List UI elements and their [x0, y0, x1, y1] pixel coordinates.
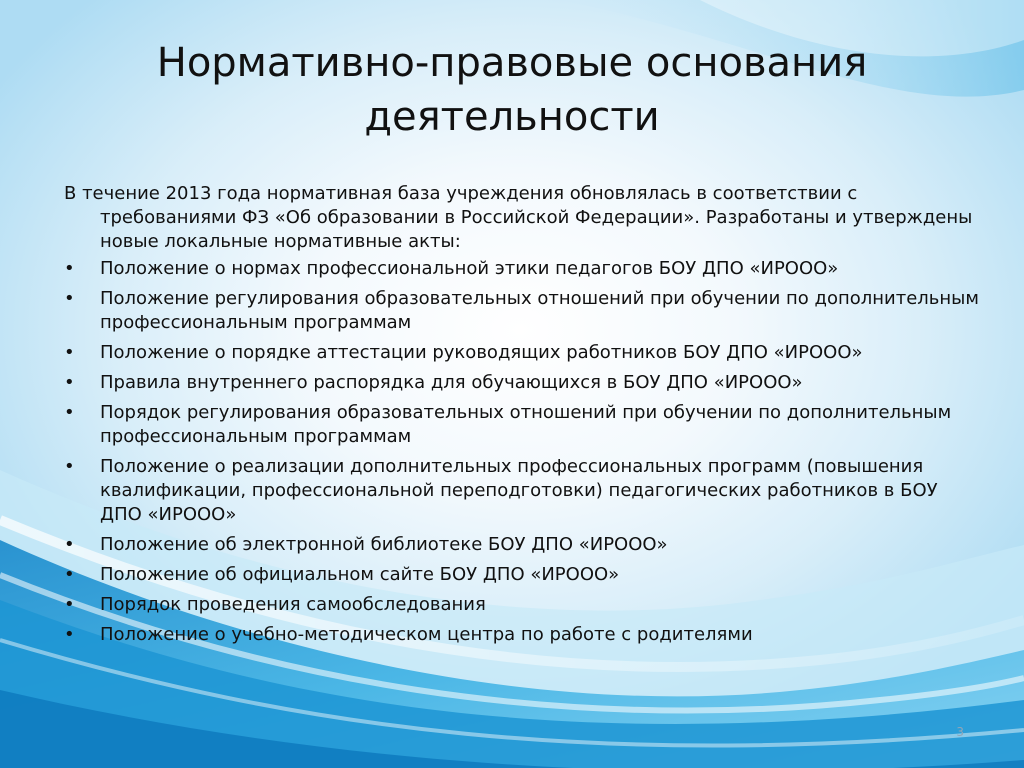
bullet-dot: •	[64, 564, 75, 585]
list-item	[64, 371, 984, 395]
bullet-dot: •	[64, 594, 75, 615]
list-item-text: Положение о нормах профессиональной этики педагогов БОУ ДПО «ИРООО»	[100, 258, 839, 279]
bullet-dot: •	[64, 534, 75, 555]
slide-body	[64, 182, 984, 653]
list-item	[64, 563, 984, 587]
slide-title-line-1: Нормативно-правовые основания	[156, 40, 868, 86]
bullet-dot: •	[64, 624, 75, 645]
list-item	[64, 455, 984, 527]
list-item	[64, 533, 984, 557]
bullet-dot: •	[64, 372, 75, 393]
list-item	[64, 593, 984, 617]
list-item-text: Положение о реализации дополнительных профессиональных программ (повышения квалификации, профессиональной переподготовки) педагогических работников в БОУ ДПО «ИРООО»	[100, 456, 938, 525]
list-item	[64, 257, 984, 281]
list-item-text: Положение регулирования образовательных отношений при обучении по дополнительным профессиональным программам	[100, 288, 979, 333]
list-item-text: Положение о учебно-методическом центра по работе с родителями	[100, 624, 753, 645]
bullet-list	[64, 257, 984, 647]
bullet-dot: •	[64, 402, 75, 423]
list-item-text: Порядок проведения самообследования	[100, 594, 486, 615]
list-item-text: Положение об официальном сайте БОУ ДПО «ИРООО»	[100, 564, 620, 585]
page-number: 3	[956, 725, 964, 739]
list-item-text: Положение об электронной библиотеке БОУ ДПО «ИРООО»	[100, 534, 668, 555]
list-item-text: Порядок регулирования образовательных отношений при обучении по дополнительным профессиональным программам	[100, 402, 952, 447]
bullet-dot: •	[64, 456, 75, 477]
list-item	[64, 341, 984, 365]
list-item-text: Положение о порядке аттестации руководящих работников БОУ ДПО «ИРООО»	[100, 342, 863, 363]
list-item-text: Правила внутреннего распорядка для обучающихся в БОУ ДПО «ИРООО»	[100, 372, 803, 393]
intro-paragraph: В течение 2013 года нормативная база учреждения обновлялась в соответствии с требованиями ФЗ «Об образовании в Российской Федерации». Разработаны и утверждены новые локальные нормативные акты:	[64, 183, 973, 252]
list-item	[64, 401, 984, 449]
slide-title	[60, 36, 964, 144]
bullet-dot: •	[64, 342, 75, 363]
list-item	[64, 287, 984, 335]
bullet-dot: •	[64, 258, 75, 279]
slide-title-line-2: деятельности	[364, 94, 660, 140]
list-item	[64, 623, 984, 647]
bullet-dot: •	[64, 288, 75, 309]
